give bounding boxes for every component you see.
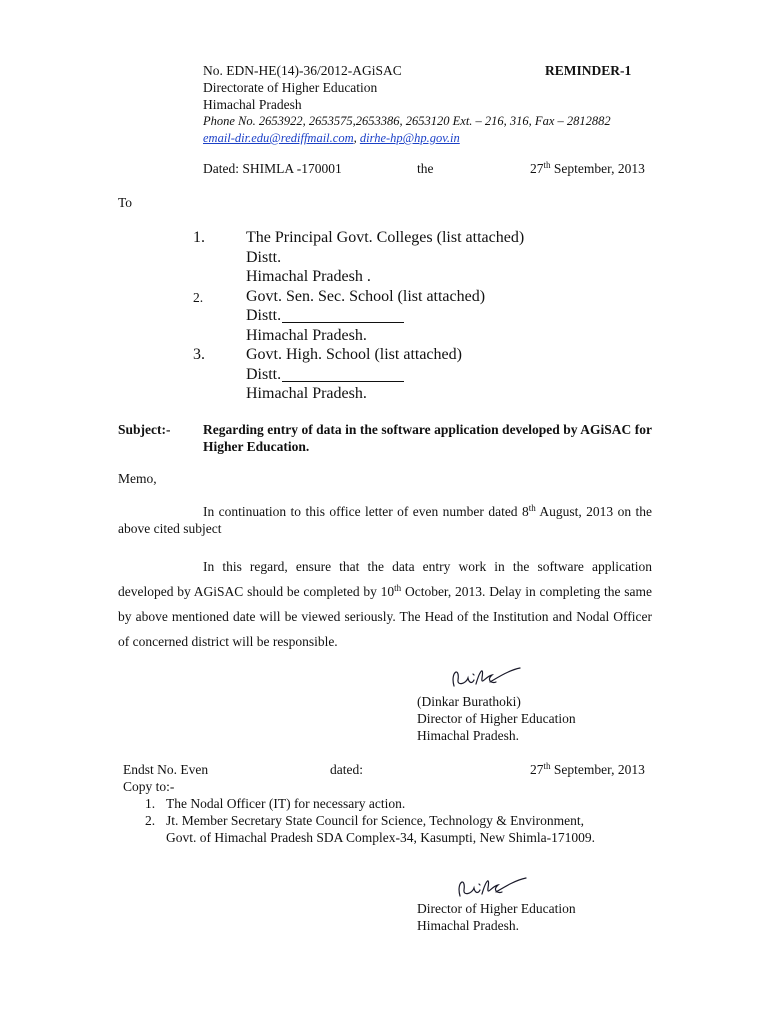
paragraph-1: In continuation to this office letter of even number dated 8th August, 2013 on the above cited subject <box>118 503 652 536</box>
dated-label: Dated: SHIMLA -170001 <box>203 161 342 176</box>
signature-image <box>452 872 534 902</box>
recipient-2-number: 2. <box>193 290 204 305</box>
signatory-title: Director of Higher Education <box>417 711 576 726</box>
recipient-3-line1: Govt. High. School (list attached) <box>246 346 462 363</box>
the-word: the <box>417 161 434 176</box>
letter-date: 27th September, 2013 <box>530 160 645 176</box>
reference-number: No. EDN-HE(14)-36/2012-AGiSAC <box>203 63 402 78</box>
signatory2-state: Himachal Pradesh. <box>417 918 519 933</box>
signature-image <box>446 662 528 692</box>
copy-item-2-line1: Jt. Member Secretary State Council for Science, Technology & Environment, <box>166 813 584 828</box>
recipient-1-number: 1. <box>193 229 205 246</box>
copy-to-label: Copy to:- <box>123 779 175 794</box>
recipient-1-line1: The Principal Govt. Colleges (list attached) <box>246 229 525 246</box>
copy-item-1-number: 1. <box>145 796 156 811</box>
subject-text: Regarding entry of data in the software application developed by AGiSAC for Higher Education. <box>203 422 652 454</box>
recipient-2-line1: Govt. Sen. Sec. School (list attached) <box>246 287 486 305</box>
phone-line: Phone No. 2653922, 2653575,2653386, 2653120 Ext. – 216, 316, Fax – 2812882 <box>203 114 611 128</box>
email-line <box>203 130 460 147</box>
reminder-label: REMINDER-1 <box>545 63 632 78</box>
memo-label: Memo, <box>118 471 157 486</box>
email-link-2[interactable]: dirhe-hp@hp.gov.in <box>359 131 460 145</box>
copy-item-2-line2: Govt. of Himachal Pradesh SDA Complex-34, Kasumpti, New Shimla-171009. <box>166 830 595 845</box>
copy-item-1-text: The Nodal Officer (IT) for necessary action. <box>166 796 406 811</box>
signatory-state: Himachal Pradesh. <box>417 728 519 743</box>
recipient-2-line2: Distt. <box>246 306 404 326</box>
email-separator: , <box>353 131 357 145</box>
paragraph-2: In this regard, ensure that the data entry work in the software application developed by AGiSAC should be completed by 10th October, 2013. Delay in completing the same by above mentioned date will be viewed seriously. The Head of the Institution and Nodal Officer of concerned district will be responsible. <box>118 559 652 649</box>
recipient-3-line3: Himachal Pradesh. <box>246 385 367 402</box>
signatory-name: (Dinkar Burathoki) <box>417 694 521 709</box>
endorsement-number: Endst No. Even <box>123 762 209 777</box>
endorsement-date: 27th September, 2013 <box>530 761 645 777</box>
copy-item-2-number: 2. <box>145 813 156 828</box>
subject-label: Subject:- <box>118 422 171 437</box>
email-link-1[interactable]: email-dir.edu@rediffmail.com <box>203 131 354 145</box>
recipient-3-number: 3. <box>193 346 205 363</box>
district-blank-line <box>282 366 404 382</box>
office-name: Directorate of Higher Education <box>203 80 378 95</box>
recipient-1-line3: Himachal Pradesh . <box>246 268 371 285</box>
recipient-2-line3: Himachal Pradesh. <box>246 326 367 344</box>
endorsement-dated-label: dated: <box>330 762 363 777</box>
district-blank-line <box>282 307 404 323</box>
signatory2-title: Director of Higher Education <box>417 901 576 916</box>
to-label: To <box>118 195 133 210</box>
recipient-3-line2: Distt. <box>246 365 404 385</box>
office-state: Himachal Pradesh <box>203 97 302 112</box>
recipient-1-line2: Distt. <box>246 248 282 266</box>
